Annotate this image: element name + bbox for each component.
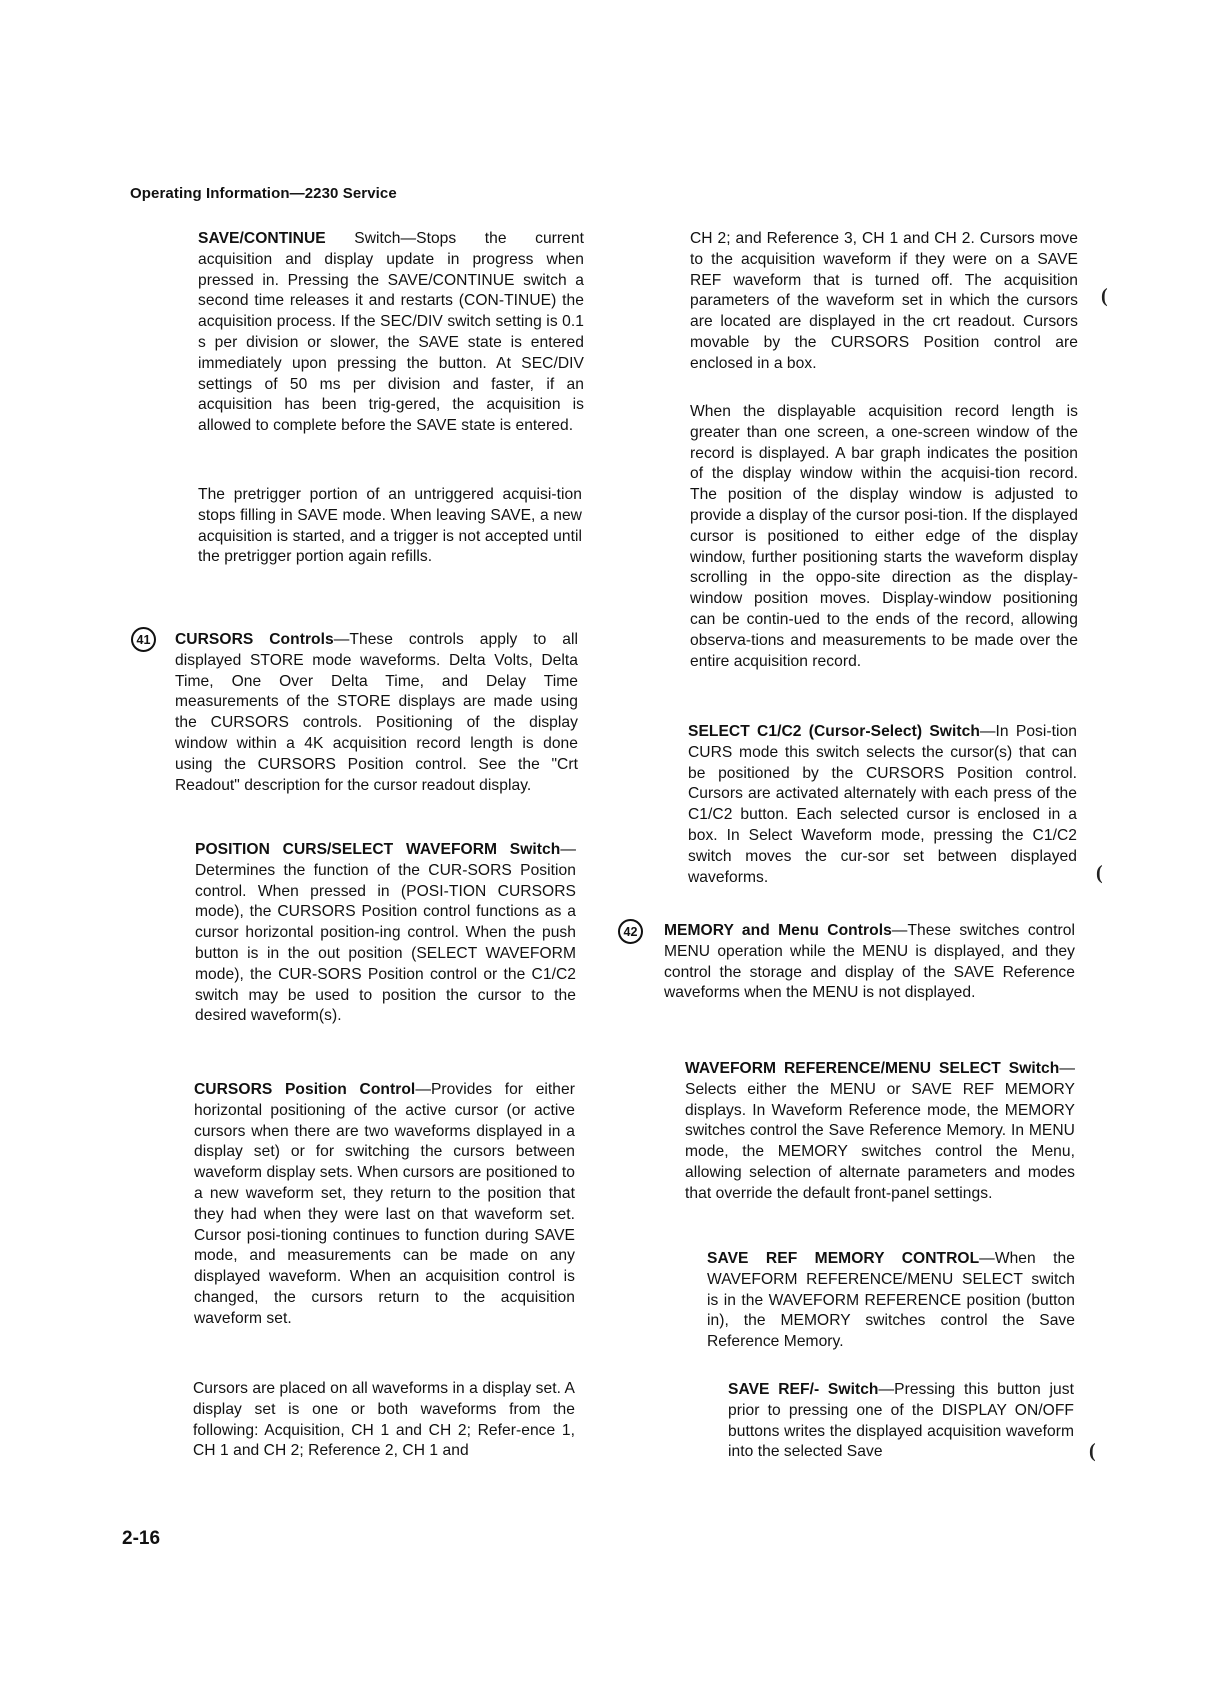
save-ref-switch-body: —Pressing this button just prior to pressing one of the DISPLAY ON/OFF buttons writes the displayed acquisition waveform into the selected Save [728,1381,1074,1461]
cursors-position-paragraph [194,1080,575,1330]
pretrigger-paragraph: The pretrigger portion of an untriggered acquisi-tion stops filling in SAVE mode. When leaving SAVE, a new acquisition is started, and a trigger is not accepted until the pretrigger portion again refills. [198,486,582,566]
margin-change-mark: ( [1096,862,1103,884]
cursors-placed-paragraph: Cursors are placed on all waveforms in a display set. A display set is one or both waveforms from the following: Acquisition, CH 1 and CH 2; Refer-ence 1, CH 1 and CH 2; Reference 2, CH 1 and [193,1380,575,1460]
ch2-continuation-paragraph: CH 2; and Reference 3, CH 1 and CH 2. Cursors move to the acquisition waveform if they were on a SAVE REF waveform that is turned off. The acquisition parameters of the waveform set in which the cursors are located are displayed in the crt readout. Cursors movable by the CURSORS Position control are enclosed in a box. [690,230,1078,372]
margin-change-mark: ( [1089,1440,1096,1462]
position-curs-title: POSITION CURS/SELECT WAVEFORM Switch [195,841,561,858]
cursors-controls-paragraph [175,630,578,796]
save-ref-switch-title: SAVE REF/- Switch [728,1381,879,1398]
memory-menu-body: —These switches control MENU operation while the MENU is displayed, and they control the storage and display of the SAVE Reference waveforms when the MENU is not displayed. [664,922,1075,1002]
save-ref-memory-title: SAVE REF MEMORY CONTROL [707,1250,980,1267]
position-curs-body: —Determines the function of the CUR-SORS Position control. When pressed in (POSI-TION CURSORS mode), the CURSORS Position control functions as a cursor horizontal position-ing control. When the push button is in the out position (SELECT WAVEFORM mode), the CUR-SORS Position control or the C1/C2 switch may be used to position the cursor to the desired waveform(s). [195,841,576,1025]
cursors-position-body: —Provides for either horizontal positioning of the active cursor (or active cursors when there are two waveforms displayed in a display set) or for switching the cursors between waveform display sets. When cursors are positioned to a new waveform set, they return to the position that they had when they were last on that waveform set. Cursor posi-tioning continues to function during SAVE mode, and measurements can be made on any displayed waveform. When an acquisition control is changed, the cursors return to the acquisition waveform set. [194,1081,576,1327]
callout-42: 42 [618,919,643,944]
displayable-record-paragraph: When the displayable acquisition record length is greater than one screen, a one-screen window of the record is displayed. A bar graph indicates the position of the display window within the acquisi-tion record. The position of the display window is adjusted to provide a display of the cursor posi-tion. If the displayed cursor is positioned to either edge of the display window, further positioning starts the waveform display scrolling in the oppo-site direction as the display-window position moves. Display-window positioning can be contin-ued to the ends of the record, allowing observa-tions and measurements to be made over the entire acquisition record. [690,403,1078,670]
waveform-reference-title: WAVEFORM REFERENCE/MENU SELECT Switch [685,1060,1060,1077]
memory-menu-paragraph [664,921,1075,1004]
margin-change-mark: ( [1101,285,1108,307]
save-continue-body: Switch—Stops the current acquisition and display update in progress when pressed in. Pressing the SAVE/CONTINUE switch a second time releases it and restarts (CON-TINUE) the acquisition process. If the SEC/DIV switch setting is 0.1 s per division or slower, the SAVE state is entered immediately upon pressing the button. At SEC/DIV settings of 50 ms per division and faster, if an acquisition has been trig-gered, the acquisition is allowed to complete before the SAVE state is entered. [198,230,584,435]
position-curs-paragraph [195,840,576,1027]
save-ref-memory-body: —When the WAVEFORM REFERENCE/MENU SELECT switch is in the WAVEFORM REFERENCE position (button in), the MEMORY switches control the Save Reference Memory. [707,1250,1076,1351]
save-continue-paragraph [198,229,584,437]
cursors-position-title: CURSORS Position Control [194,1081,416,1098]
page-number: 2-16 [122,1528,161,1549]
waveform-reference-paragraph [685,1059,1075,1205]
save-ref-memory-paragraph [707,1249,1075,1353]
waveform-reference-body: —Selects either the MENU or SAVE REF MEMORY displays. In Waveform Reference mode, the MEMORY switches control the Save Reference Memory. In MENU mode, the MEMORY switches control the Menu, allowing selection of alternate parameters and modes that override the default front-panel settings. [685,1060,1075,1202]
save-ref-switch-paragraph [728,1380,1074,1463]
select-c1c2-title: SELECT C1/C2 (Cursor-Select) Switch [688,723,980,740]
select-c1c2-paragraph [688,722,1077,888]
memory-menu-title: MEMORY and Menu Controls [664,922,892,939]
callout-41: 41 [131,627,156,652]
save-continue-title: SAVE/CONTINUE [198,230,326,247]
cursors-controls-body: —These controls apply to all displayed STORE mode waveforms. Delta Volts, Delta Time, One Over Delta Time, and Delay Time measurements of the STORE displays are made using the CURSORS controls. Positioning of the display window within a 4K acquisition record length is done using the CURSORS Position control. See the "Crt Readout" description for the cursor readout display. [175,631,578,794]
select-c1c2-body: —In Posi-tion CURS mode this switch selects the cursor(s) that can be positioned by the CURSORS Position control. Cursors are activated alternately with each press of the C1/C2 button. Each selected cursor is enclosed in a box. In Select Waveform mode, pressing the C1/C2 switch moves the cur-sor set between displayed waveforms. [688,723,1077,886]
page-header: Operating Information—2230 Service [130,185,397,202]
cursors-controls-title: CURSORS Controls [175,631,334,648]
